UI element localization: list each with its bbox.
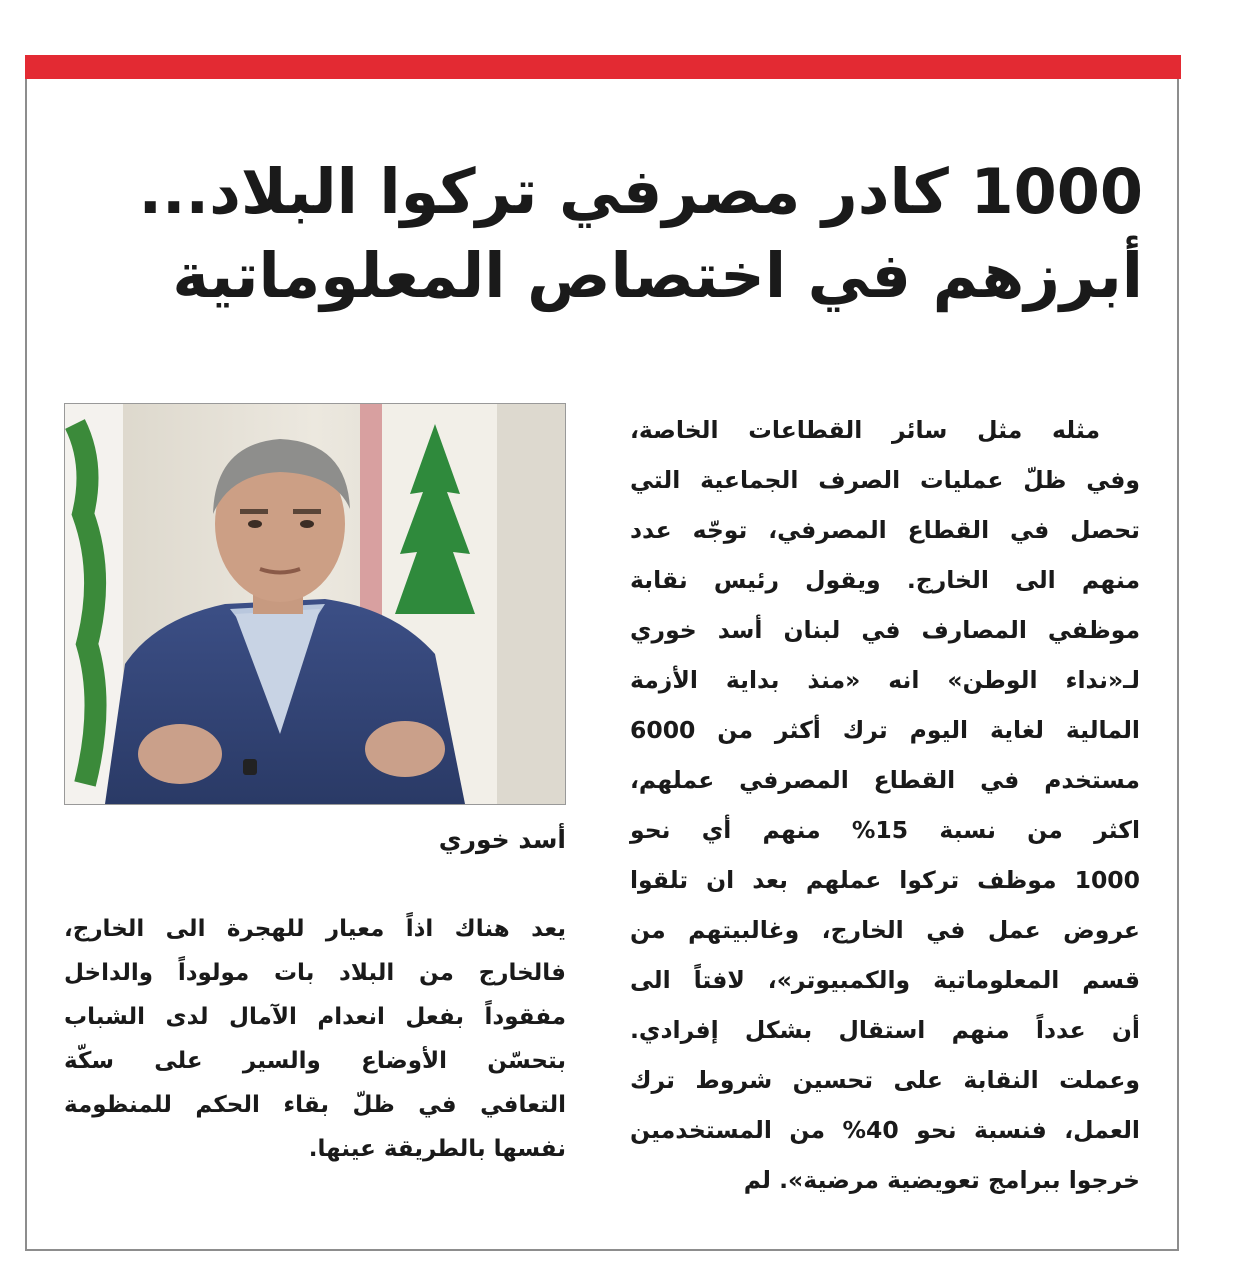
body-line: تحصل في القطاع المصرفي، توجّه عدد: [630, 516, 1140, 544]
body-line: بتحسّن الأوضاع والسير على سكّة: [64, 1048, 566, 1074]
body-line: اكثر من نسبة 15% منهم أي نحو: [630, 816, 1140, 844]
body-line: العمل، فنسبة نحو 40% من المستخدمين: [630, 1116, 1140, 1144]
body-line: قسم المعلوماتية والكمبيوتر»، لافتاً الى: [630, 966, 1140, 994]
body-line: عروض عمل في الخارج، وغالبيتهم من: [630, 916, 1140, 944]
body-column-right: [630, 405, 1140, 1205]
body-line: خرجوا ببرامج تعويضية مرضية». لم: [743, 1166, 1140, 1194]
body-line: يعد هناك اذاً معيار للهجرة الى الخارج،: [64, 916, 566, 942]
portrait-image: [65, 404, 565, 804]
body-line: المالية لغاية اليوم ترك أكثر من 6000: [630, 716, 1140, 744]
body-line: موظفي المصارف في لبنان أسد خوري: [630, 616, 1140, 644]
body-line: 1000 موظف تركوا عملهم بعد ان تلقوا: [630, 866, 1140, 894]
body-line: وعملت النقابة على تحسين شروط ترك: [630, 1066, 1140, 1094]
body-line: مثله مثل سائر القطاعات الخاصة،: [630, 416, 1100, 444]
body-line: أن عدداً منهم استقال بشكل إفرادي.: [630, 1016, 1140, 1044]
body-line: لـ«نداء الوطن» انه «منذ بداية الأزمة: [630, 666, 1140, 694]
body-line: التعافي في ظلّ بقاء الحكم للمنظومة: [64, 1092, 566, 1118]
headline-line-2: أبرزهم في اختصاص المعلوماتية: [172, 239, 1143, 312]
headline: [123, 150, 1143, 318]
body-column-left: [64, 907, 566, 1171]
body-line: نفسها بالطريقة عينها.: [308, 1136, 566, 1162]
body-line: وفي ظلّ عمليات الصرف الجماعية التي: [630, 466, 1140, 494]
body-line: مفقوداً بفعل انعدام الآمال لدى الشباب: [64, 1004, 566, 1030]
accent-bar: [25, 55, 1181, 79]
body-line: فالخارج من البلاد بات مولوداً والداخل: [64, 960, 566, 986]
body-line: مستخدم في القطاع المصرفي عملهم،: [630, 766, 1140, 794]
photo-caption: أسد خوري: [438, 825, 566, 854]
body-line: منهم الى الخارج. ويقول رئيس نقابة: [630, 566, 1140, 594]
headline-line-1: 1000 كادر مصرفي تركوا البلاد...: [138, 155, 1143, 228]
portrait-photo: [64, 403, 566, 805]
